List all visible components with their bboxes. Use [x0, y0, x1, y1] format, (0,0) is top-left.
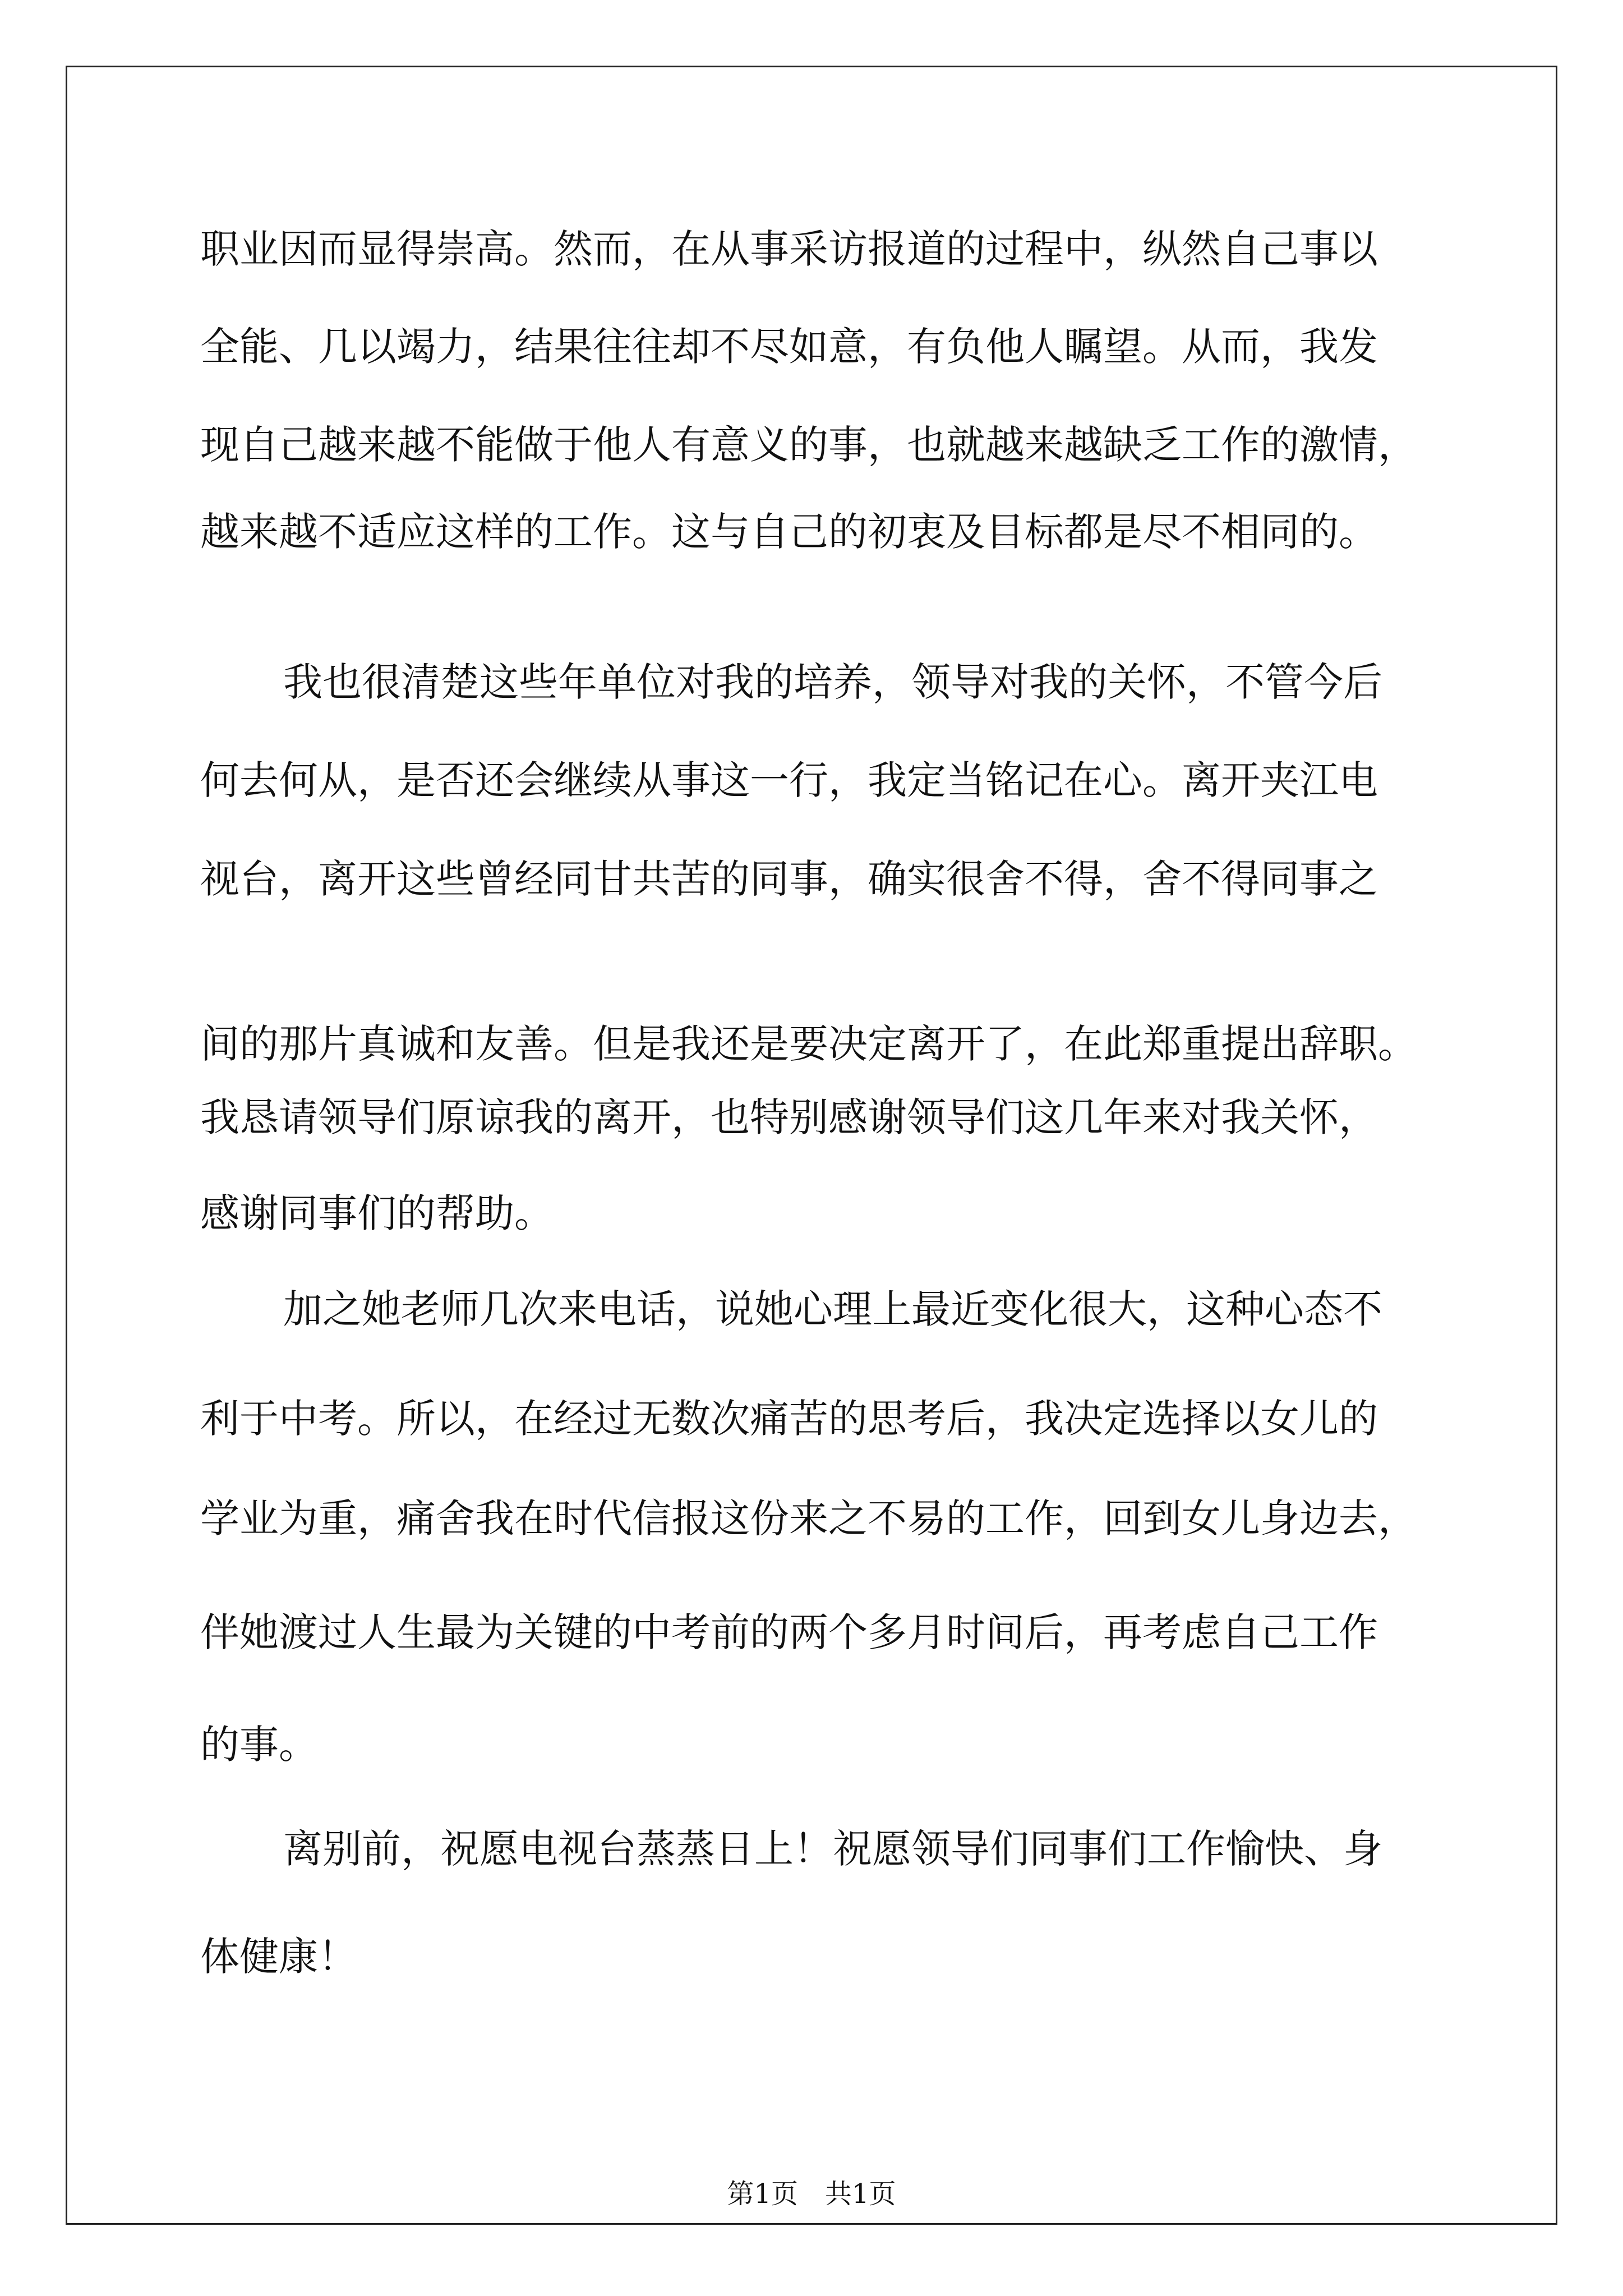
text-line: 加之她老师几次来电话，说她心理上最近变化很大，这种心态不 — [283, 1286, 1382, 1332]
text-line: 间的那片真诚和友善。但是我还是要决定离开了，在此郑重提出辞职。 — [200, 1021, 1417, 1067]
page-frame — [66, 66, 1557, 2225]
text-line: 伴她渡过人生最为关键的中考前的两个多月时间后，再考虑自己工作 — [200, 1609, 1378, 1655]
text-line: 越来越不适应这样的工作。这与自己的初衷及目标都是尽不相同的。 — [200, 509, 1378, 555]
text-line: 感谢同事们的帮助。 — [200, 1190, 554, 1236]
text-line: 我也很清楚这些年单位对我的培养，领导对我的关怀，不管今后 — [283, 659, 1382, 705]
text-line: 我恳请领导们原谅我的离开，也特别感谢领导们这几年来对我关怀， — [200, 1094, 1378, 1140]
text-line: 何去何从，是否还会继续从事这一行，我定当铭记在心。离开夹江电 — [200, 757, 1378, 803]
text-line: 体健康！ — [200, 1934, 357, 1980]
text-line: 现自己越来越不能做于他人有意义的事，也就越来越缺乏工作的激情， — [200, 422, 1417, 468]
text-line: 的事。 — [200, 1722, 318, 1768]
text-line: 职业因而显得崇高。然而，在从事采访报道的过程中，纵然自己事以 — [200, 226, 1378, 272]
text-line: 利于中考。所以，在经过无数次痛苦的思考后，我决定选择以女儿的 — [200, 1396, 1378, 1442]
text-line: 学业为重，痛舍我在时代信报这份来之不易的工作，回到女儿身边去， — [200, 1496, 1417, 1542]
text-line: 全能、几以竭力，结果往往却不尽如意，有负他人瞩望。从而，我发 — [200, 324, 1378, 370]
text-line: 视台，离开这些曾经同甘共苦的同事，确实很舍不得，舍不得同事之 — [200, 856, 1378, 902]
text-line: 离别前，祝愿电视台蒸蒸日上！祝愿领导们同事们工作愉快、身 — [283, 1826, 1382, 1872]
page-footer: 第1页 共1页 — [727, 2178, 896, 2210]
